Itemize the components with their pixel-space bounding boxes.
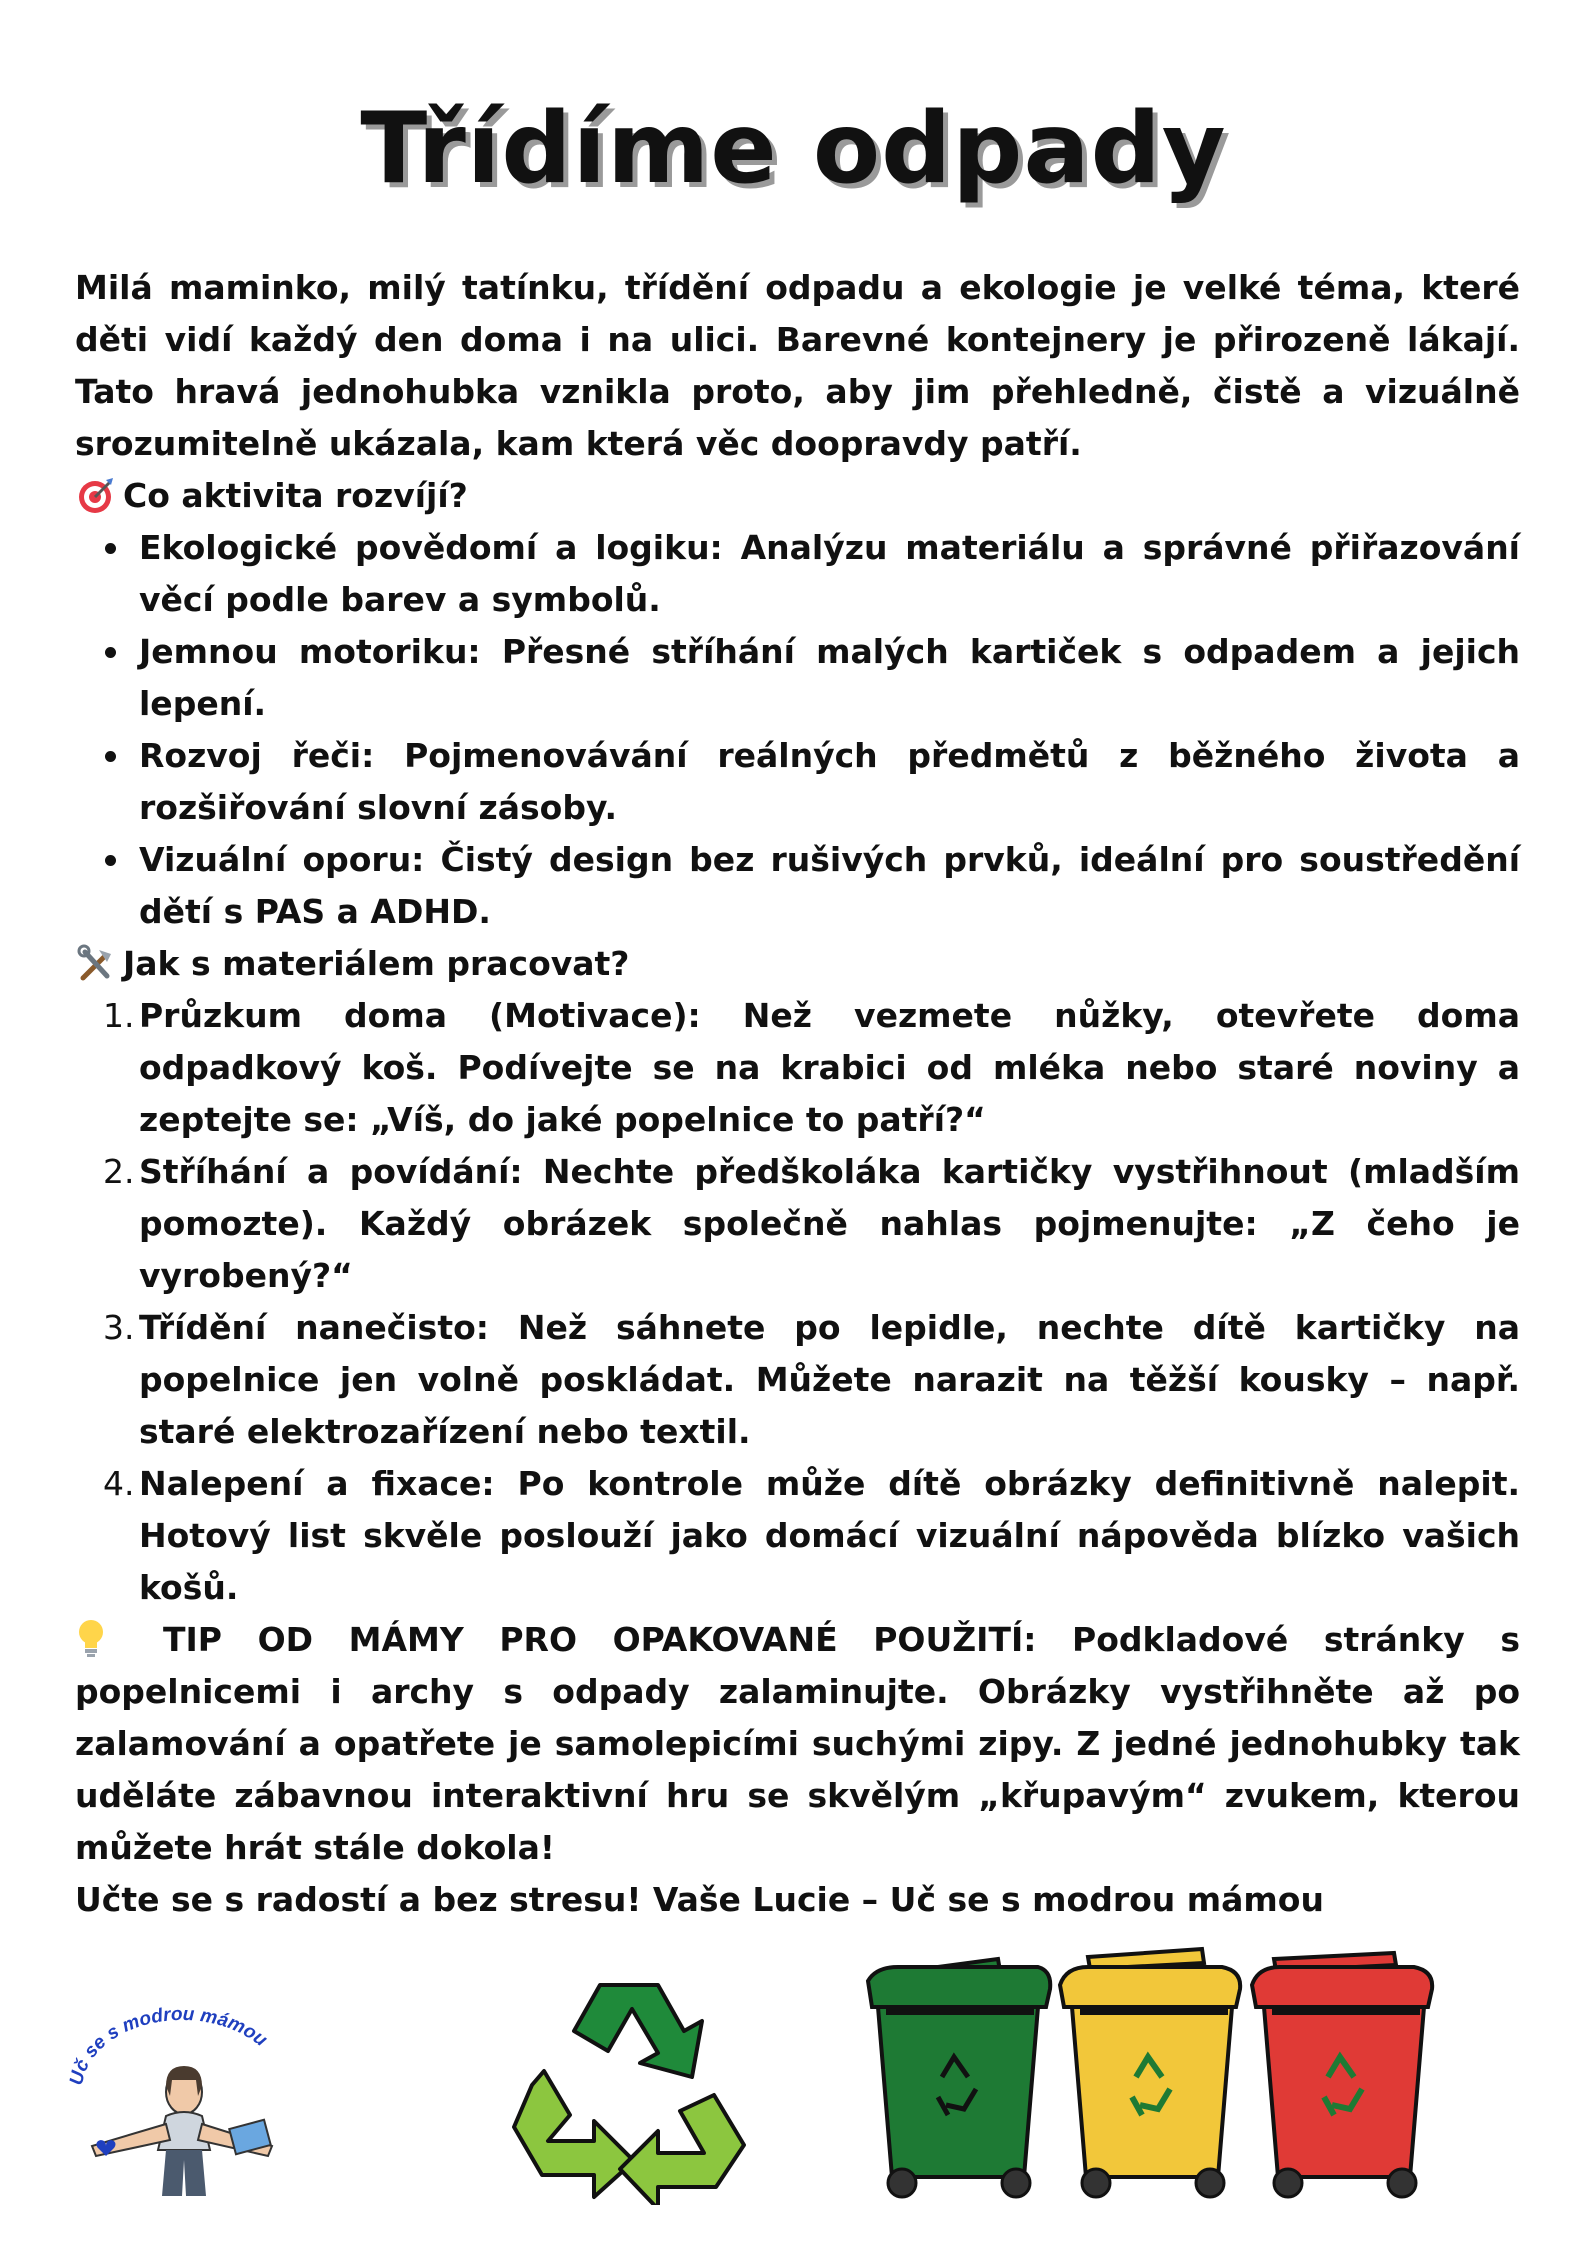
- brand-logo: [62, 2000, 302, 2200]
- intro-paragraph: Milá maminko, milý tatínku, třídění odpadu a ekologie je velké téma, které děti vidí každý den doma i na ulici. Barevné kontejnery je přirozeně lákají. Tato hravá jednohubka vznikla proto, aby jim přehledně, čistě a vizuálně srozumitelně ukázala, kam která věc doopravdy patří.: [75, 268, 1520, 463]
- lightbulb-icon: [75, 1618, 107, 1660]
- tip-paragraph: [75, 1614, 1520, 1874]
- step-text: Nalepení a fixace: Po kontrole může dítě obrázky definitivně nalepit. Hotový list skvěle poslouží jako domácí vizuální nápověda blízko vašich košů.: [139, 1464, 1520, 1607]
- section-heading-method: [75, 938, 1520, 990]
- closing-line: Učte se s radostí a bez stresu! Vaše Lucie – Uč se s modrou mámou: [75, 1880, 1324, 1919]
- step-number: 4.: [103, 1464, 135, 1503]
- steps-list: [75, 990, 1520, 1614]
- skills-list: [75, 522, 1520, 938]
- page-title: Třídíme odpady: [360, 92, 1227, 206]
- logo-text: Uč se s modrou mámou: [66, 2003, 272, 2088]
- section-heading-text: Jak s materiálem pracovat?: [123, 944, 630, 983]
- list-item: [75, 1146, 1520, 1302]
- tip-text: TIP OD MÁMY PRO OPAKOVANÉ POUŽITÍ: Podkladové stránky s popelnicemi i archy s odpady zalaminujte. Obrázky vystřihněte až po zalamování a opatřete je samolepicími suchými zipy. Z jedné jednohubky tak uděláte zábavnou interaktivní hru se skvělým „křupavým“ zvukem, kterou můžete hrát stále dokola!: [75, 1620, 1520, 1867]
- step-number: 1.: [103, 996, 135, 1035]
- tools-icon: [75, 944, 115, 984]
- target-icon: [75, 476, 115, 516]
- section-heading-skills: [75, 470, 1520, 522]
- step-text: Třídění nanečisto: Než sáhnete po lepidle, nechte dítě kartičky na popelnice jen volně poskládat. Můžete narazit na těžší kousky – např. staré elektrozařízení nebo textil.: [139, 1308, 1520, 1451]
- step-text: Průzkum doma (Motivace): Než vezmete nůžky, otevřete doma odpadkový koš. Podívejte se na krabici od mléka nebo staré noviny a zeptejte se: „Víš, do jaké popelnice to patří?“: [139, 996, 1520, 1139]
- list-item: Vizuální oporu: Čistý design bez rušivých prvků, ideální pro soustředění dětí s PAS a ADHD.: [75, 834, 1520, 938]
- list-item: [75, 1302, 1520, 1458]
- section-heading-text: Co aktivita rozvíjí?: [123, 476, 468, 515]
- green-bin-icon: [858, 1945, 1058, 2205]
- list-item: Jemnou motoriku: Přesné stříhání malých kartiček s odpadem a jejich lepení.: [75, 626, 1520, 730]
- yellow-bin-icon: [1052, 1945, 1252, 2205]
- list-item: [75, 990, 1520, 1146]
- step-text: Stříhání a povídání: Nechte předškoláka kartičky vystřihnout (mladším pomozte). Každý obrázek společně nahlas pojmenujte: „Z čeho je vyrobený?“: [139, 1152, 1520, 1295]
- list-item: Rozvoj řeči: Pojmenovávání reálných předmětů z běžného života a rozšiřování slovní zásoby.: [75, 730, 1520, 834]
- step-number: 3.: [103, 1308, 135, 1347]
- recycle-icon: [508, 1965, 754, 2205]
- document-body: [75, 262, 1520, 1926]
- step-number: 2.: [103, 1152, 135, 1191]
- list-item: [75, 1458, 1520, 1614]
- list-item: Ekologické povědomí a logiku: Analýzu materiálu a správné přiřazování věcí podle barev a symbolů.: [75, 522, 1520, 626]
- red-bin-icon: [1244, 1945, 1444, 2205]
